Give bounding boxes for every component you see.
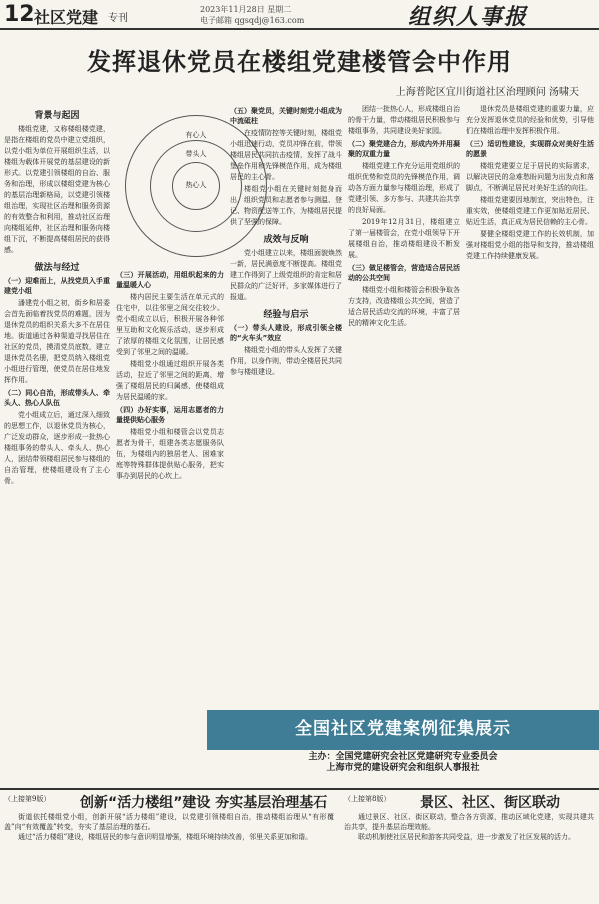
- banner-title: 全国社区党建案例征集展示: [295, 719, 511, 739]
- paragraph: 楼组党建要立足于居民的实际需求，以解决居民的急难愁盼问题为出发点和落脚点，不断满足居民对美好生活的向往。: [466, 162, 594, 192]
- article-column-2: [116, 268, 224, 698]
- newspaper-logo: 组织人事报: [408, 4, 529, 30]
- contact-email: 电子邮箱 qgsqdj@163.com: [200, 16, 305, 25]
- article-byline: 上海普陀区宜川街道社区治理顾问 汤啸天: [395, 87, 579, 98]
- column-label: 专刊: [108, 13, 128, 24]
- inner-ring: [172, 162, 220, 210]
- paragraph: 在疫情防控等关键时刻，楼组党小组迅速行动，党员冲锋在前，带领楼组居民共同抗击疫情，发挥了战斗堡垒作用和先锋模范作用，成为楼组居民的主心骨。: [230, 129, 342, 181]
- article-column-4: [348, 104, 460, 704]
- subheading: （二）聚党建合力，形成内外并用凝聚的双重力量: [348, 140, 460, 158]
- subheading: （一）迎难而上，从找党员入手重建党小组: [4, 277, 110, 295]
- paragraph: 楼组党小组的带头人发挥了关键作用，以身作则，带动全楼居民共同参与楼组建设。: [230, 346, 342, 376]
- paragraph: 退休党员是楼组党建的重要力量，应充分发挥退休党员的经验和优势，引导他们在楼组治理中发挥积极作用。: [466, 105, 594, 135]
- article-column-5: [466, 104, 594, 704]
- paragraph: 楼组党小组和楼管会积极争取各方支持，改造楼组公共空间，营造了适合居民活动交流的环境，丰富了居民的精神文化生活。: [348, 286, 460, 327]
- paragraph: 党小组成立后，通过深入细致的思想工作，以退休党员为核心，广泛发动群众，逐步形成一批热心楼组事务的带头人、牵头人、热心人，团结带领楼组居民参与楼组的自治管理，使楼组建设有了主心骨。: [4, 411, 110, 485]
- paragraph: 党小组建立以来，楼组面貌焕然一新，居民满意度不断提高。楼组党建工作得到了上级党组织的肯定和居民群众的广泛好评，多家媒体进行了报道。: [230, 249, 342, 301]
- paragraph: 楼组党小组通过组织开展各类活动，拉近了邻里之间的距离，增强了楼组居民的归属感，使楼组成为居民温暖的家。: [116, 360, 224, 401]
- section-heading: 经验与启示: [263, 310, 309, 320]
- banner-organizers: [207, 752, 599, 774]
- subheading: （三）适切性建设，实现群众对美好生活的愿景: [466, 140, 594, 158]
- issue-date: 2023年11月28日 星期二: [200, 5, 292, 14]
- section-heading: 背景与起因: [34, 111, 80, 121]
- paragraph: 通过景区、社区、街区联动，整合各方资源，推动区域化党建，实现共建共治共享，提升基层治理效能。: [344, 813, 594, 831]
- paragraph: 要健全楼组党建工作的长效机制，加强对楼组党小组的指导和支持，推动楼组党建工作持续健康发展。: [466, 230, 594, 260]
- paragraph: 楼组党建，又称楼组楼党建，是指在楼组的党员中建立党组织，以党小组为单位开展组织生活，以楼组为载体开展党的基层建设的新形式。以党建引领楼组的自治、服务和治理，形成以楼组党建为核心的基层治理新格局，以党建引领楼组治理，实现社区治理和服务资源的有效整合和利用，推动社区治理向楼组延伸，社区治理和服务向楼组下沉，不断提高楼组居民的获得感。: [4, 125, 110, 254]
- article-column-3: [230, 104, 342, 704]
- subheading: （三）开展活动，用组织起来的力量温暖人心: [116, 271, 224, 289]
- subheading: （一）带头人建设，形成引领全楼的“火车头”效应: [230, 324, 342, 342]
- paragraph: 潘建党小组之初，街乡和居委会首先面临着找党员的难题，因为退休党员的组织关系大多不在居住地。街道通过各种渠道寻找居住在社区的党员，摸清党员底数，建立退休党员名册，把党员纳入楼组党小组进行管理，使党员在居住地发挥作用。: [4, 299, 110, 384]
- paragraph: 联动机制使社区居民和游客共同受益，进一步激发了社区发展的活力。: [358, 833, 575, 841]
- subheading: （五）聚党员，关键时刻党小组成为中流砥柱: [230, 107, 342, 125]
- campaign-banner: [207, 710, 599, 750]
- paragraph: 楼组党建工作充分运用党组织的组织优势和党员的先锋模范作用，调动各方面力量参与楼组治理，形成了党建引领、多方参与、共建共治共享的良好局面。: [348, 162, 460, 214]
- section-name: 社区党建: [34, 8, 99, 27]
- paragraph: 2019年12月31日，楼组建立了第一届楼管会，在党小组领导下开展楼组自治，推动楼组建设不断发展。: [348, 218, 460, 259]
- organizer-line: 上海市党的建设研究会和组织人事报社: [326, 763, 480, 773]
- article-column-1: [4, 104, 110, 704]
- subheading: （二）同心自治，形成带头人、牵头人、热心人队伍: [4, 389, 110, 407]
- diagram-label: 热心人: [185, 181, 207, 189]
- paragraph: 楼组党小组在关键时刻挺身而出，组织党员和志愿者参与测温、登记、物资配送等工作，为楼组居民提供了坚强的保障。: [230, 185, 342, 226]
- paragraph: 街道依托楼组党小组，创新开展“活力楼组”建设，以党建引领楼组自治，推动楼组治理从“有形覆盖”向“有效覆盖”转变，夯实了基层治理的基石。: [4, 813, 334, 831]
- diagram-label: 有心人: [185, 131, 207, 139]
- continuation-note: （上接第8版）: [344, 795, 391, 803]
- subheading: （三）做足楼管会，营造适合居民活动的公共空间: [348, 264, 460, 282]
- organizer-line: 主办：全国党建研究会社区党建研究专业委员会: [308, 752, 498, 762]
- subheading: （四）办好实事，运用志愿者的力量提供贴心服务: [116, 406, 224, 424]
- section-heading: 做法与经过: [34, 263, 80, 273]
- bottom-right-body: [344, 812, 594, 900]
- newspaper-header: [0, 0, 599, 30]
- diagram-label: 带头人: [185, 150, 207, 158]
- bottom-left-body: [4, 812, 334, 900]
- paragraph: 团结一批热心人，形成楼组自治的骨干力量，带动楼组居民积极参与楼组事务，共同建设美好家园。: [348, 105, 460, 135]
- page-number: 12: [4, 2, 35, 27]
- bottom-left-title: 创新“活力楼组”建设 夯实基层治理基石: [80, 795, 328, 811]
- paragraph: 通过“活力楼组”建设，楼组居民的参与意识明显增强，楼组环境持续改善，邻里关系更加和谐。: [18, 833, 313, 841]
- section-divider: [0, 788, 599, 790]
- paragraph: 楼组党小组和楼管会以党员志愿者为骨干，组建各类志愿服务队伍，为楼组内的独居老人、困难家庭等特殊群体提供贴心服务，把实事办到居民的心坎上。: [116, 428, 224, 480]
- continuation-note: （上接第9版）: [4, 795, 51, 803]
- paragraph: 楼内居民主要生活在单元式的住宅中，以往邻里之间交往较少。党小组成立以后，积极开展各种邻里互助和文化娱乐活动，逐步形成了浓厚的楼组文化氛围，让居民感受到了邻里之间的温暖。: [116, 293, 224, 356]
- article-title: 发挥退休党员在楼组党建楼管会中作用: [87, 48, 512, 76]
- bottom-right-title: 景区、社区、街区联动: [420, 795, 560, 811]
- paragraph: 楼组党建要因地制宜，突出特色，注重实效，使楼组党建工作更加贴近居民、贴近生活，真正成为居民信赖的主心骨。: [466, 196, 594, 226]
- section-heading: 成效与反响: [263, 235, 309, 245]
